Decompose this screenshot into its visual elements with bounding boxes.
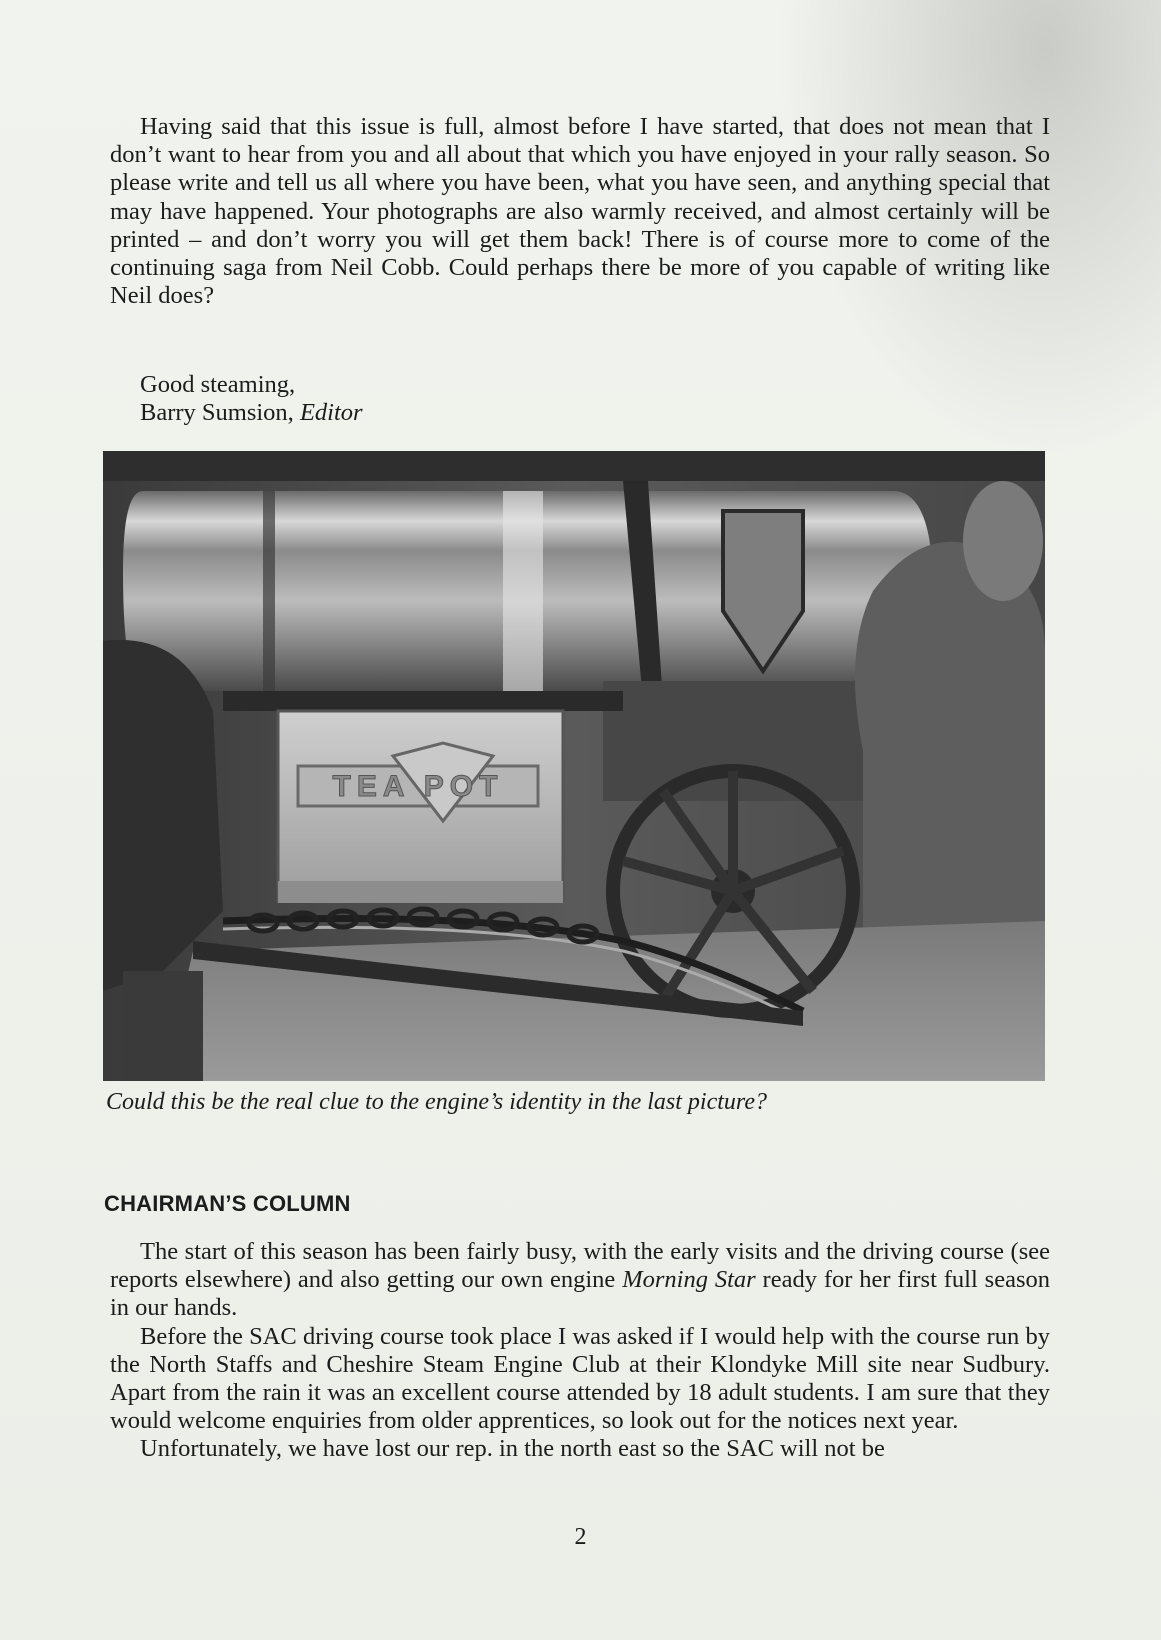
engine-photo-illustration	[103, 451, 1045, 1081]
photo-caption: Could this be the real clue to the engine’s identity in the last picture?	[106, 1089, 767, 1115]
box-label: TEA POT	[332, 770, 504, 803]
chairman-p1-text-end: ready for her first full season in our hands.	[110, 1266, 1050, 1322]
engine-name: Morning Star	[622, 1266, 756, 1294]
section-heading: CHAIRMAN’S COLUMN	[104, 1191, 351, 1216]
page-number: 2	[574, 1524, 587, 1550]
chairman-column	[110, 1238, 1050, 1464]
chairman-p1-text: The start of this season has been fairly busy, with the early visits and the driving course (see reports elsewhere) and also getting our own engine	[110, 1238, 1050, 1294]
signoff-signature	[140, 399, 363, 427]
intro-text: Having said that this issue is full, almost before I have started, that does not mean that I don’t want to hear from you and all about that which you have enjoyed in your rally season. So please write and tell us all where you have been, what you have seen, and anything special that may have happened. Your photographs are also warmly received, and almost certainly will be printed – and don’t worry you will get them back! There is of course more to come of the continuing saga from Neil Cobb. Could perhaps there be more of you capable of writing like Neil does?	[110, 113, 1050, 310]
engine-photo	[103, 451, 1045, 1081]
chairman-paragraph-1	[110, 1238, 1050, 1323]
editor-signoff	[140, 371, 363, 427]
chairman-paragraph-2: Before the SAC driving course took place I was asked if I would help with the course run by the North Staffs and Cheshire Steam Engine Club at their Klondyke Mill site near Sudbury. Apart from the rain it was an excellent course attended by 18 adult students. I am sure that they would welcome enquiries from older apprentices, so look out for the notices next year.	[110, 1322, 1050, 1435]
intro-paragraph	[110, 113, 1050, 310]
signoff-role: Editor	[299, 399, 363, 426]
signoff-greeting: Good steaming,	[140, 371, 296, 398]
chairman-paragraph-3: Unfortunately, we have lost our rep. in the north east so the SAC will not be	[140, 1435, 885, 1463]
signoff-name: Barry Sumsion,	[140, 399, 300, 426]
